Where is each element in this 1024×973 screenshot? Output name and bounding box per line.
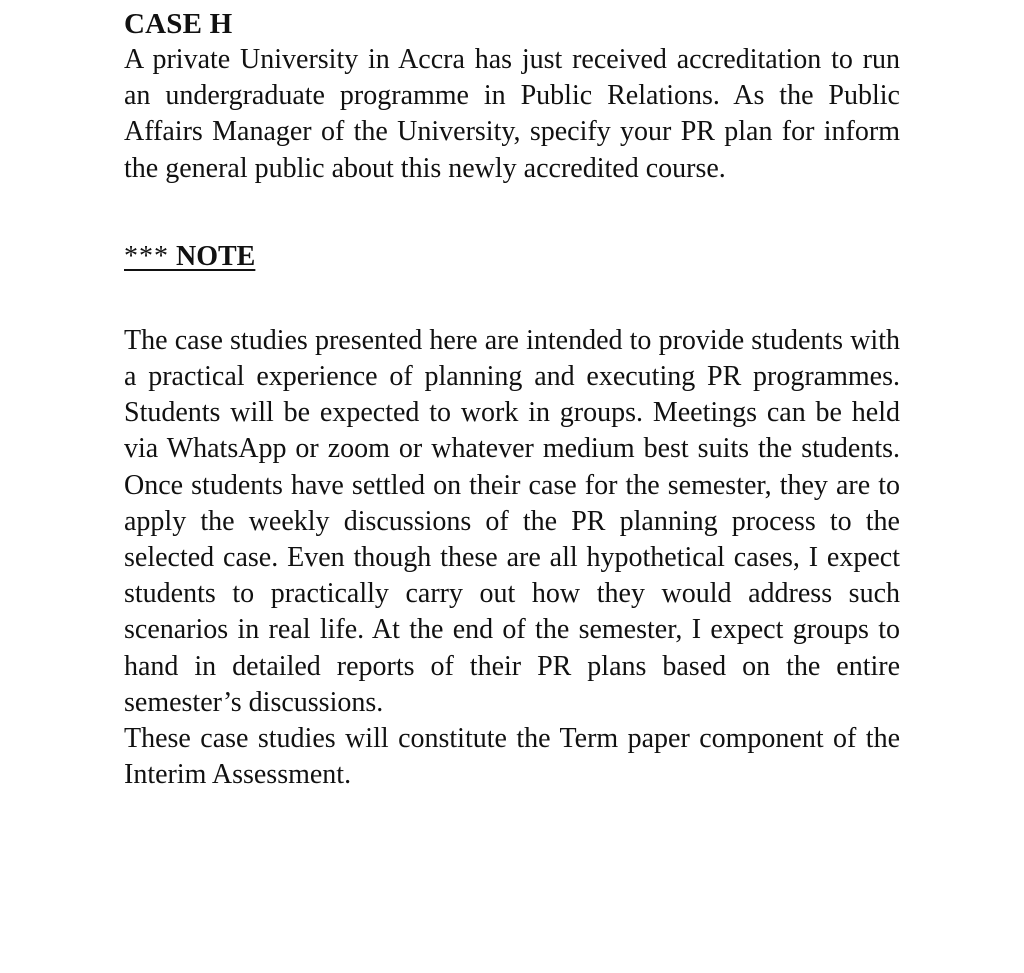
note-closing-paragraph: These case studies will constitute the Term paper component of the Interim Assessment. (124, 723, 900, 791)
note-heading-label: NOTE (176, 240, 256, 272)
note-paragraph: The case studies presented here are intended to provide students with a practical experience of planning and executing PR programmes. Students will be expected to work in groups. Meetings can be held via WhatsApp or zoom or whatever medium best suits the students. Once students have settled on their case for the semester, they are to apply the weekly discussions of the PR planning process to the selected case. Even though these are all hypothetical cases, I expect students to practically carry out how they would address such scenarios in real life. At the end of the semester, I expect groups to hand in detailed reports of their PR plans based on the entire semester’s discussions. (124, 324, 900, 718)
document-page (124, 0, 900, 793)
case-description: A private University in Accra has just received accreditation to run an undergraduate programme in Public Relations. As the Public Affairs Manager of the University, specify your PR plan for inform the general public about this newly accredited course. (124, 44, 900, 184)
case-title: CASE H (124, 8, 233, 40)
note-stars: *** (124, 240, 169, 272)
note-heading (124, 239, 255, 275)
